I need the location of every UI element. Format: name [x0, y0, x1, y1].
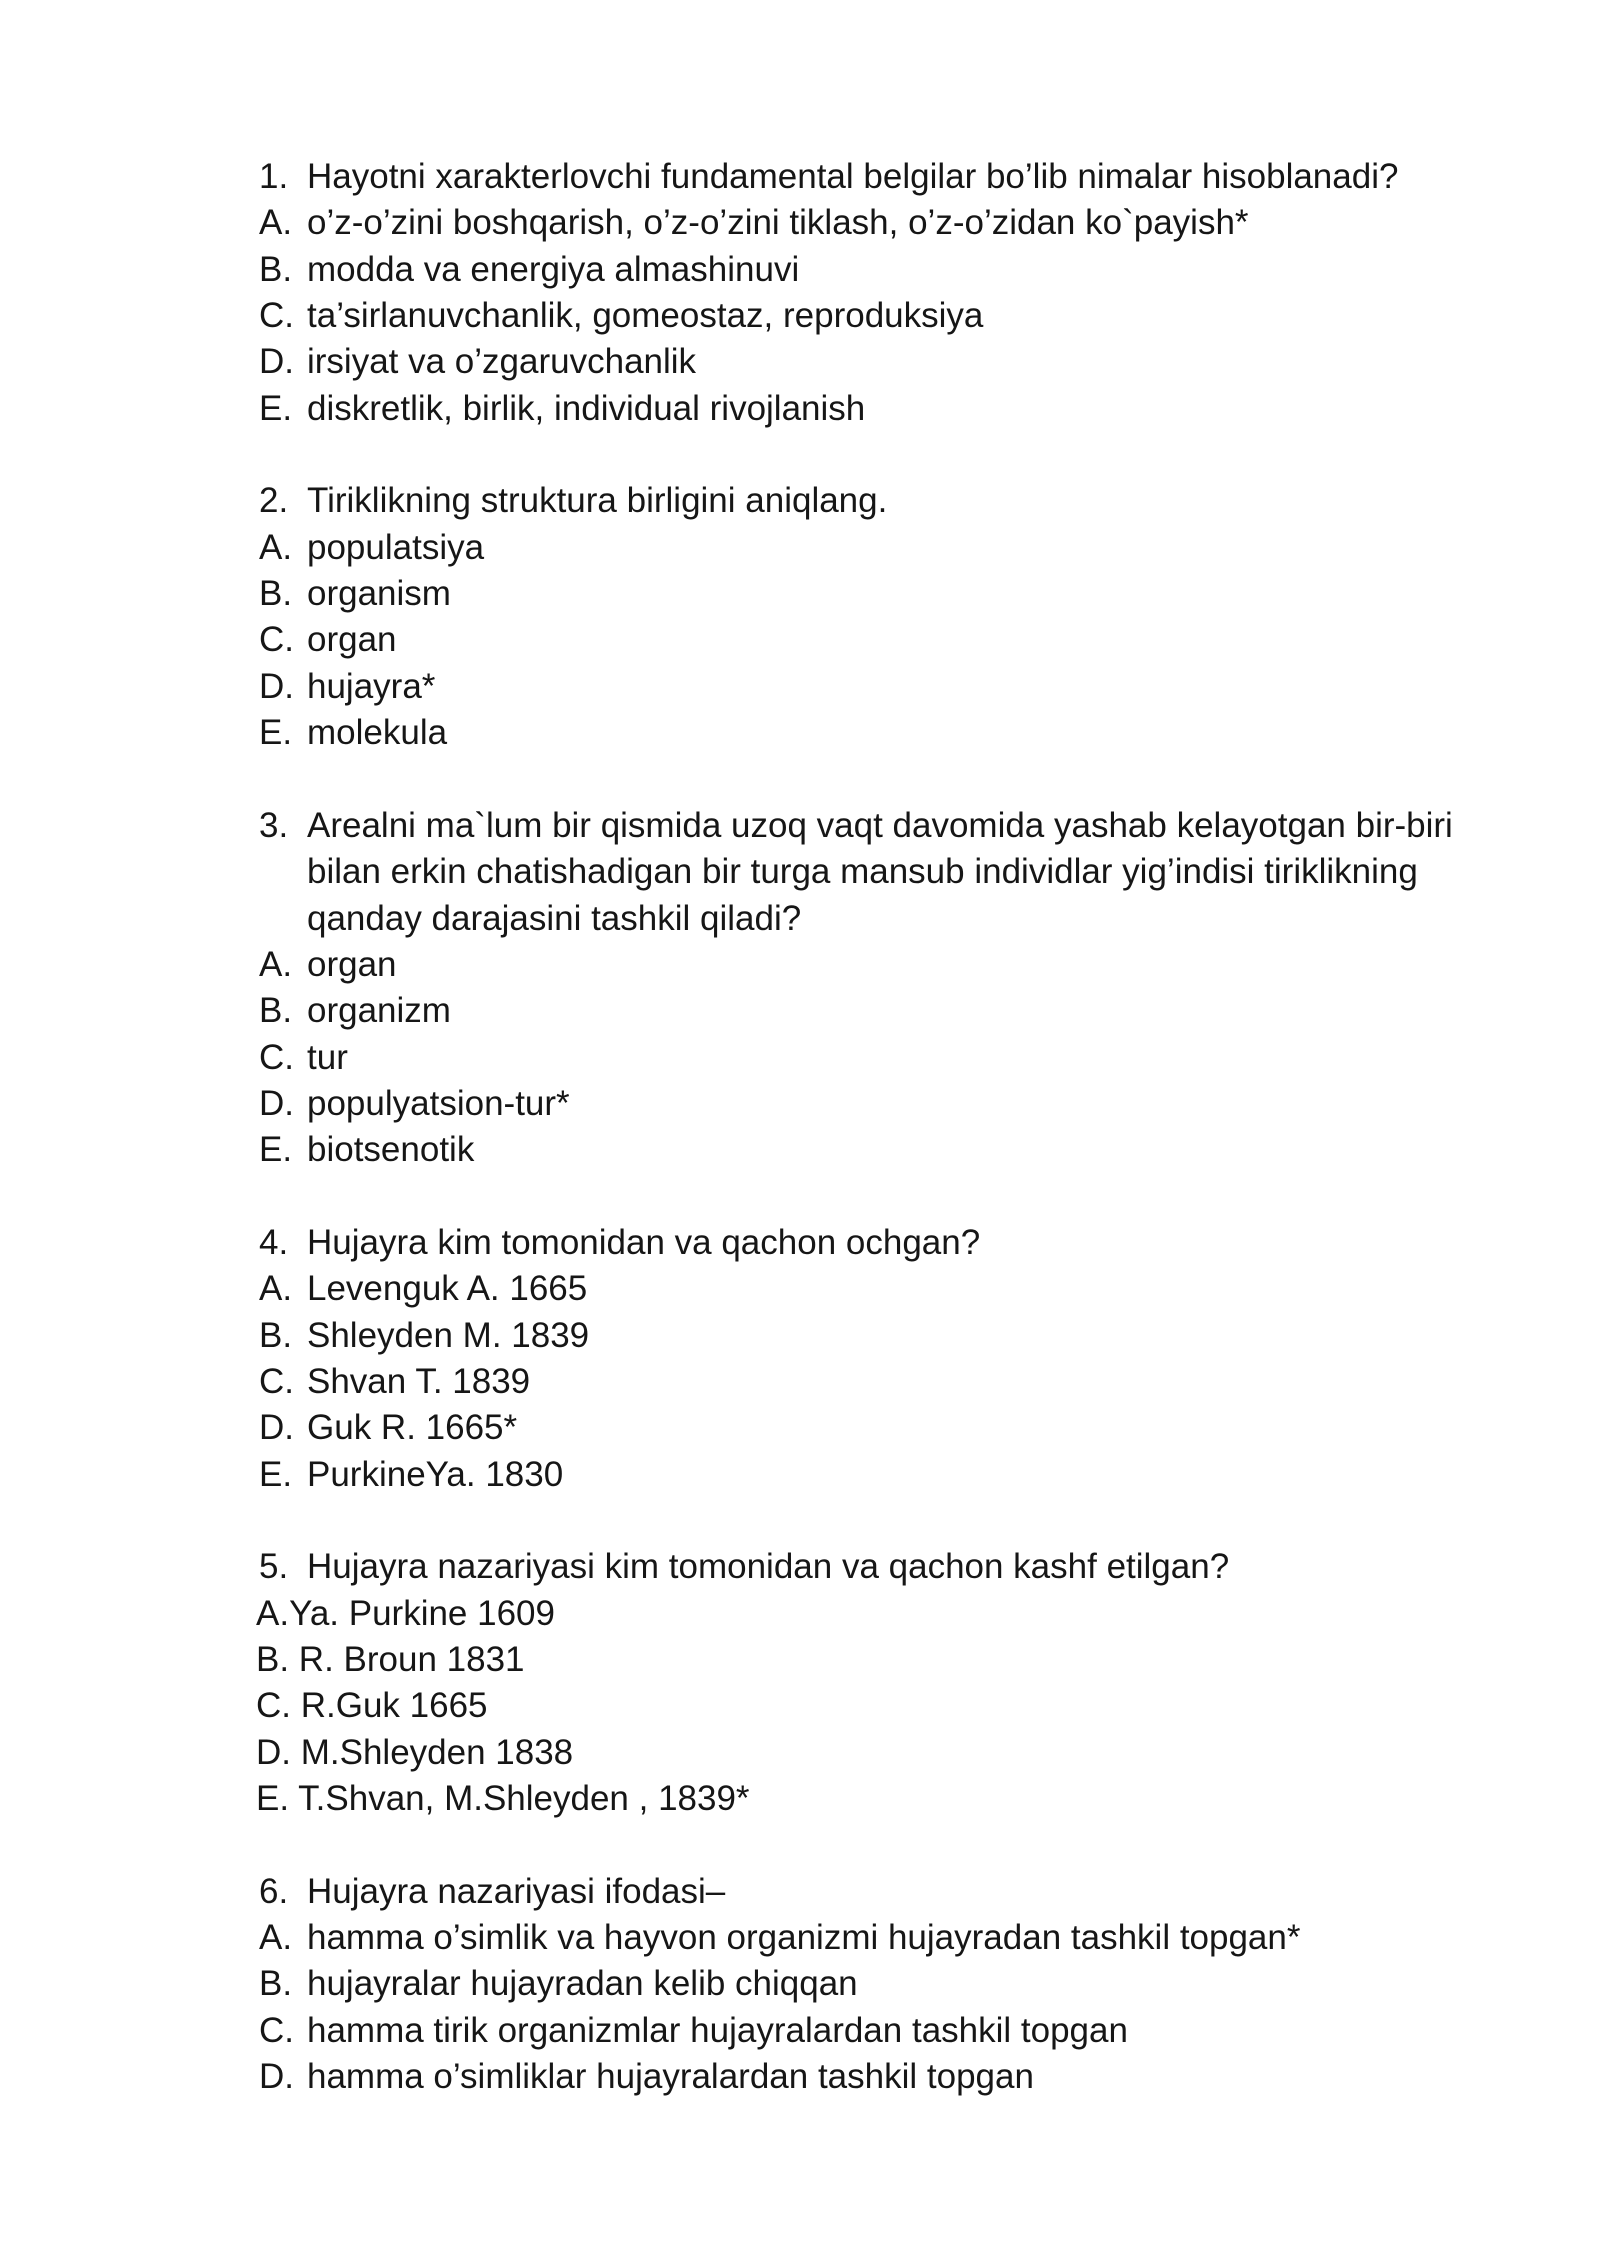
- option-text: populyatsion-tur*: [307, 1083, 570, 1123]
- option-letter: E.: [259, 713, 293, 753]
- option-text: organ: [307, 620, 397, 660]
- option-text: organ: [307, 944, 397, 984]
- option-text: Guk R. 1665*: [307, 1408, 518, 1448]
- option-letter: C.: [259, 296, 294, 336]
- option-text: organizm: [307, 991, 451, 1031]
- option-text: ta’sirlanuvchanlik, gomeostaz, reproduksiya: [307, 296, 984, 336]
- option-text: populatsiya: [307, 527, 485, 567]
- question-text: qanday darajasini tashkil qiladi?: [307, 898, 802, 938]
- question-4-option-e: [0, 1452, 1600, 1498]
- option-text: o’z-o’zini boshqarish, o’z-o’zini tiklash, o’z-o’zidan ko`payish*: [307, 203, 1249, 243]
- question-4-option-b: [0, 1313, 1600, 1359]
- question-5-option-e: [0, 1776, 1600, 1822]
- option-letter: C.: [259, 620, 294, 660]
- question-text: Hujayra nazariyasi kim tomonidan va qachon kashf etilgan?: [307, 1547, 1230, 1587]
- option-letter: E.: [259, 388, 293, 428]
- question-2-option-d: [0, 664, 1600, 710]
- option-letter: B.: [259, 1964, 293, 2004]
- question-3-option-d: [0, 1081, 1600, 1127]
- option-text: organism: [307, 574, 451, 614]
- question-separator: [0, 1498, 1600, 1544]
- question-separator: [0, 432, 1600, 478]
- question-1-option-c: [0, 293, 1600, 339]
- option-letter: D.: [259, 2057, 294, 2097]
- question-6-option-b: [0, 1961, 1600, 2007]
- question-text: Tiriklikning struktura birligini aniqlang.: [307, 481, 888, 521]
- question-3-option-e: [0, 1127, 1600, 1173]
- question-3-line: [0, 803, 1600, 849]
- option-letter: E.: [259, 1454, 293, 1494]
- option-letter: D.: [259, 666, 294, 706]
- question-3-line-continued: [0, 896, 1600, 942]
- option-letter: C.: [259, 2010, 294, 2050]
- option-text: Levenguk A. 1665: [307, 1269, 588, 1309]
- question-2-option-a: [0, 525, 1600, 571]
- question-5-option-b: [0, 1637, 1600, 1683]
- option-text: diskretlik, birlik, individual rivojlanish: [307, 388, 866, 428]
- option-letter: A.: [259, 1269, 293, 1309]
- option-text: molekula: [307, 713, 448, 753]
- option-text: Shvan T. 1839: [307, 1361, 531, 1401]
- question-separator: [0, 1822, 1600, 1868]
- option-letter: A.: [259, 527, 293, 567]
- question-1-option-d: [0, 339, 1600, 385]
- option-letter: D.: [259, 1408, 294, 1448]
- question-number: 3.: [259, 805, 289, 845]
- option-text: irsiyat va o’zgaruvchanlik: [307, 342, 697, 382]
- question-number: 2.: [259, 481, 289, 521]
- question-3-line-continued: [0, 849, 1600, 895]
- question-1-option-b: [0, 247, 1600, 293]
- question-5-line: [0, 1544, 1600, 1590]
- option-text: hamma o’simliklar hujayralardan tashkil topgan: [307, 2057, 1034, 2097]
- question-separator: [0, 756, 1600, 802]
- option-text: modda va energiya almashinuvi: [307, 249, 800, 289]
- option-text: Shleyden M. 1839: [307, 1315, 590, 1355]
- question-text: bilan erkin chatishadigan bir turga mansub individlar yig’indisi tiriklikning: [307, 852, 1418, 892]
- question-number: 1.: [259, 157, 289, 196]
- question-text: Hujayra kim tomonidan va qachon ochgan?: [307, 1222, 981, 1262]
- option-letter: B.: [259, 574, 293, 614]
- option-letter: B.: [259, 249, 293, 289]
- question-4-line: [0, 1220, 1600, 1266]
- option-text: D. M.Shleyden 1838: [256, 1732, 574, 1772]
- question-3-option-a: [0, 942, 1600, 988]
- option-letter: A.: [259, 944, 293, 984]
- option-text: hujayralar hujayradan kelib chiqqan: [307, 1964, 858, 2004]
- question-number: 5.: [259, 1547, 289, 1587]
- question-4-option-d: [0, 1405, 1600, 1451]
- question-2-option-c: [0, 617, 1600, 663]
- option-letter: D.: [259, 1083, 294, 1123]
- option-letter: B.: [259, 1315, 293, 1355]
- question-3-option-b: [0, 988, 1600, 1034]
- option-letter: B.: [259, 991, 293, 1031]
- question-text: Hujayra nazariyasi ifodasi–: [307, 1871, 726, 1911]
- option-letter: E.: [259, 1130, 293, 1170]
- option-text: biotsenotik: [307, 1130, 475, 1170]
- option-letter: C.: [259, 1361, 294, 1401]
- option-letter: A.: [259, 1918, 293, 1958]
- question-1-line: [0, 154, 1600, 200]
- question-6-option-c: [0, 2008, 1600, 2054]
- option-text: PurkineYa. 1830: [307, 1454, 564, 1494]
- question-2-option-e: [0, 710, 1600, 756]
- question-number: 6.: [259, 1871, 289, 1911]
- option-text: C. R.Guk 1665: [256, 1686, 488, 1726]
- question-text: Hayotni xarakterlovchi fundamental belgilar bo’lib nimalar hisoblanadi?: [307, 157, 1399, 196]
- option-text: E. T.Shvan, M.Shleyden , 1839*: [256, 1779, 750, 1819]
- question-6-option-d: [0, 2054, 1600, 2100]
- option-text: tur: [307, 1037, 348, 1077]
- question-2-line: [0, 478, 1600, 524]
- option-text: B. R. Broun 1831: [256, 1640, 525, 1679]
- question-separator: [0, 1174, 1600, 1220]
- question-1-option-a: [0, 200, 1600, 246]
- option-letter: D.: [259, 342, 294, 382]
- question-6-line: [0, 1869, 1600, 1915]
- question-3-option-c: [0, 1035, 1600, 1081]
- option-text: hamma o’simlik va hayvon organizmi hujayradan tashkil topgan*: [307, 1918, 1301, 1958]
- option-letter: C.: [259, 1037, 294, 1077]
- option-text: A.Ya. Purkine 1609: [256, 1593, 555, 1633]
- question-text: Arealni ma`lum bir qismida uzoq vaqt davomida yashab kelayotgan bir-biri: [307, 805, 1453, 845]
- question-5-option-a: [0, 1591, 1600, 1637]
- question-1-option-e: [0, 386, 1600, 432]
- question-2-option-b: [0, 571, 1600, 617]
- option-letter: A.: [259, 203, 293, 243]
- question-list: [0, 154, 1600, 2100]
- question-5-option-c: [0, 1683, 1600, 1729]
- question-5-option-d: [0, 1730, 1600, 1776]
- option-text: hamma tirik organizmlar hujayralardan tashkil topgan: [307, 2010, 1128, 2050]
- question-4-option-c: [0, 1359, 1600, 1405]
- option-text: hujayra*: [307, 666, 436, 706]
- question-4-option-a: [0, 1266, 1600, 1312]
- question-number: 4.: [259, 1222, 289, 1262]
- question-6-option-a: [0, 1915, 1600, 1961]
